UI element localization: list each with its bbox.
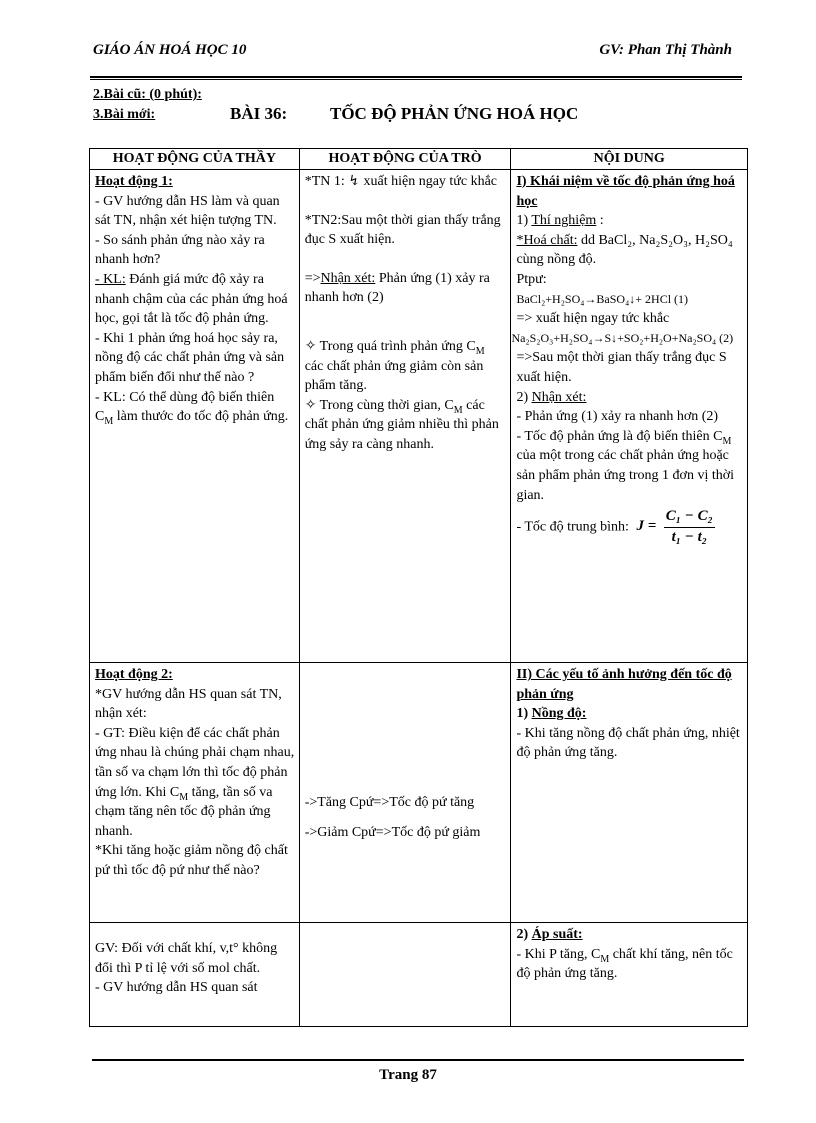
page-number: Trang 87 [379,1067,437,1083]
content-text: - Phản ứng (1) xảy ra nhanh hơn (2) [516,409,719,425]
teacher-cell [90,170,300,663]
content-subheading: 1) Nồng độ: [516,706,587,722]
teacher-cell [90,663,300,923]
teacher-conclusion: - KL: Đánh giá mức độ xảy ra nhanh chậm của các phản ứng hoá học, gọi tắt là tốc độ phản ứng. [95,271,288,327]
content-cell [511,663,748,923]
teacher-cell [90,923,300,1027]
precipitate-icon: ↯ [348,174,360,189]
teacher-conclusion: - KL: Có thể dùng độ biến thiên $C_M$ làm thước đo tốc độ phản ứng. [95,389,289,427]
teacher-text: - So sánh phản ứng nào xảy ra nhanh hơn? [95,232,265,268]
content-text: - Tốc độ phản ứng là độ biến thiên $C_M$ của một trong các chất phản ứng hoặc sản phẩm phản ứng trong 1 đơn vị thời gian. [516,428,735,503]
content-text: - Khi P tăng, $C_M$ chất khí tăng, nên tốc độ phản ứng tăng. [516,946,733,982]
student-cell [299,663,511,923]
lesson-number: BÀI 36: [230,104,288,123]
student-cell [299,170,511,663]
table-row [90,170,748,663]
teacher-text: - GT: Điều kiện để các chất phản ứng nhau là chúng phải chạm nhau, tần số va chạm lớn thì tốc độ phản ứng lớn. Khi $C_M$ tăng, tần số va chạm tăng nên tốc độ phản ứng nhanh. [95,725,295,839]
content-cell [511,923,748,1027]
teacher-text: *GV hướng dẫn HS quan sát TN, nhận xét: [95,686,282,722]
content-text: *Hoá chất: dd BaCl₂, Na₂S₂O₃, H₂SO₄ cùng nồng độ. [516,232,733,268]
content-text: => xuất hiện ngay tức khắc [516,311,670,327]
lesson-table [89,148,748,1027]
section-old-lesson: 2.Bài cũ: (0 phút): [93,87,202,102]
student-remark: =>Nhận xét: Phản ứng (1) xảy ra nhanh hơn (2) [304,270,490,306]
footer-divider [92,1059,744,1061]
header-content: NỘI DUNG [511,149,748,170]
teacher-text: - GV hướng dẫn HS quan sát [95,980,258,996]
teacher-text: *Khi tăng hoặc giảm nồng độ chất pứ thì tốc độ pứ như thế nào? [95,843,288,878]
table-row [90,923,748,1027]
table-row [90,663,748,923]
teacher-text: - Khi 1 phản ứng hoá học sảy ra, nồng độ các chất phản ứng và sản phẩm biến đổi như thế nào ? [95,330,285,385]
content-subheading: 2) Áp suất: [516,927,583,942]
formula: J = [636,518,657,535]
teacher-text: - GV hướng dẫn HS làm và quan sát TN, nhận xét hiện tượng TN. [95,193,280,229]
content-heading: II) Các yếu tố ảnh hưởng đến tốc độ phản ứng [516,667,732,702]
student-text: ->Giảm Cpứ=>Tốc độ pứ giảm [304,824,481,840]
student-text: ✧ Trong quá trình phản ứng $C_M$ các chất phản ứng giảm còn sản phẩm tăng. [304,338,485,394]
equation: BaCl₂+H₂SO₄→BaSO₄↓+ 2HCl (1) [516,291,689,306]
content-cell [511,170,748,663]
table-header-row [90,149,748,170]
activity-title: Hoạt động 1: [95,174,173,189]
activity-title: Hoạt động 2: [95,667,173,682]
equation: Na₂S₂O₃+H₂SO₄→S↓+SO₂+H₂O+Na₂SO₄ (2) [511,330,734,345]
student-text: ->Tăng Cpứ=>Tốc độ pứ tăng [304,795,475,810]
lesson-title: TỐC ĐỘ PHẢN ỨNG HOÁ HỌC [330,104,579,123]
average-rate-formula: - Tốc độ trung bình: J = $\frac{\text{C₁ − C₂}}{\text{t₁ − t₂}}$ [516,507,743,547]
header-student-activity: HOẠT ĐỘNG CỦA TRÒ [299,149,511,170]
content-subheading: 1) Thí nghiệm : [516,213,604,229]
content-heading: I) Khái niệm về tốc độ phản ứng hoá học [516,174,735,209]
section-new-lesson: 3.Bài mới: [93,107,156,122]
student-cell [299,923,511,1027]
header-divider [90,76,742,80]
student-text: ✧ Trong cùng thời gian, $C_M$ các chất phản ứng giảm nhiều thì phản ứng sảy ra càng nhanh. [304,397,499,452]
content-text: - Khi tăng nồng độ chất phản ứng, nhiệt độ phản ứng tăng. [516,725,740,761]
header-teacher-activity: HOẠT ĐỘNG CỦA THẦY [90,149,300,170]
student-text: *TN2:Sau một thời gian thấy trắng đục S xuất hiện. [304,212,501,248]
header-teacher: GV: Phan Thị Thành [599,42,732,58]
formula-fraction: $\frac{\text{C₁ − C₂}}{\text{t₁ − t₂}}$ [665,508,713,545]
student-text: *TN 1: ↯ xuất hiện ngay tức khắc [304,174,498,189]
content-text: Ptpư: [516,271,547,287]
content-subheading: 2) Nhận xét: [516,389,587,405]
header-subject: GIÁO ÁN HOÁ HỌC 10 [93,42,247,58]
content-text: =>Sau một thời gian thấy trắng đục S xuất hiện. [516,350,727,385]
teacher-text: GV: Đối với chất khí, v,t° không đổi thì P tỉ lệ với số mol chất. [95,941,278,976]
